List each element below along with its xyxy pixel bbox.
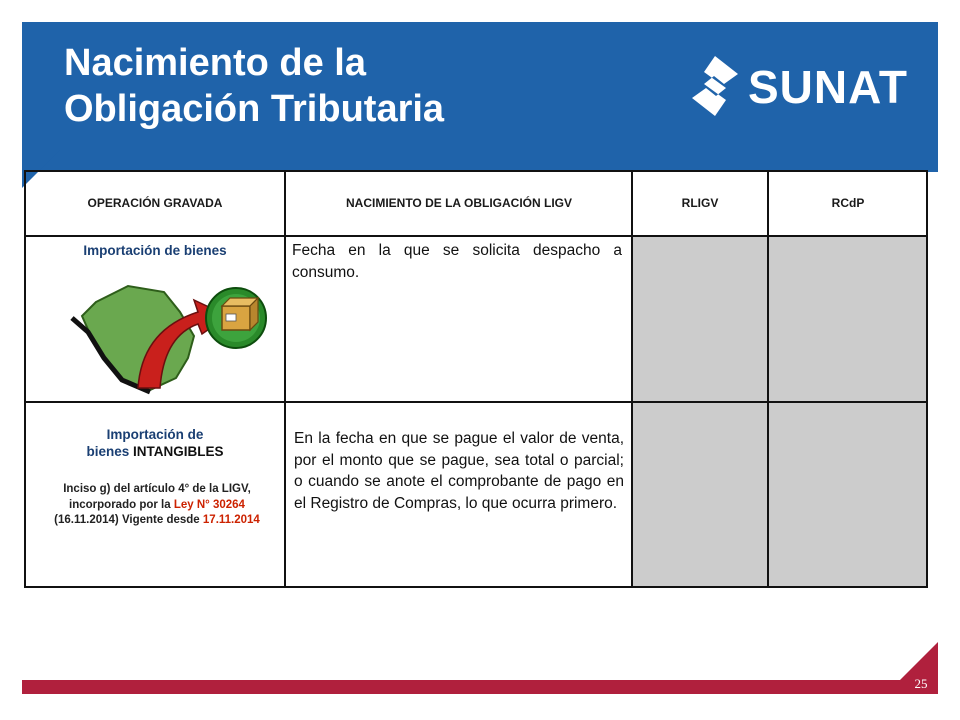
row2-operation-line2	[24, 443, 286, 460]
note-law: Ley N° 30264	[173, 498, 245, 511]
row2-operation-bienes: bienes	[86, 444, 134, 459]
row2-rligv-cell	[632, 402, 768, 588]
grid-line	[926, 170, 928, 588]
grid-line	[24, 170, 928, 172]
note-date: 17.11.2014	[202, 514, 260, 526]
page-number: 25	[914, 676, 928, 691]
footer-triangle	[900, 642, 938, 680]
grid-line	[24, 586, 928, 588]
row1-rligv-cell	[632, 236, 768, 402]
row2-legal-note	[46, 482, 268, 529]
note-part2: (16.11.2014) Vigente desde	[54, 514, 203, 526]
row2-operation	[24, 426, 286, 460]
header-rcdp: RCdP	[831, 196, 865, 210]
row2-rcdp-cell	[768, 402, 928, 588]
header-rligv: RLIGV	[681, 196, 719, 210]
header-nacimiento: NACIMIENTO DE LA OBLIGACIÓN LIGV	[345, 196, 572, 210]
obligation-table	[24, 170, 928, 588]
header-operacion: OPERACIÓN GRAVADA	[87, 196, 223, 210]
slide-title	[64, 40, 444, 132]
peru-map-import-icon	[68, 270, 268, 400]
sunat-logo	[686, 52, 918, 122]
row1-rcdp-cell	[768, 236, 928, 402]
note-part1: Inciso g) del artículo 4° de la LIGV, incorporado por la	[63, 483, 251, 511]
grid-line	[24, 170, 26, 588]
grid-line	[24, 401, 928, 403]
logo-text: SUNAT	[748, 61, 909, 113]
grid-line	[284, 170, 286, 588]
grid-line	[767, 170, 769, 588]
row1-operation: Importación de bienes	[83, 243, 227, 258]
sunat-s-icon	[686, 54, 744, 118]
title-line-1: Nacimiento de la	[64, 42, 366, 84]
row2-operation-line1: Importación de	[106, 427, 204, 442]
title-line-2: Obligación Tributaria	[64, 88, 445, 130]
row2-operation-intangibles: INTANGIBLES	[133, 444, 224, 459]
row2-description: En la fecha en que se pague el valor de venta, por el monto que se pague, sea total o parcial; o cuando se anote el comprobante de pago en el Registro de Compras, lo que ocurra primero.	[294, 430, 624, 512]
grid-line	[24, 235, 928, 237]
grid-line	[631, 170, 633, 588]
row1-description: Fecha en la que se solicita despacho a consumo.	[292, 242, 622, 281]
footer-bar	[22, 680, 938, 694]
